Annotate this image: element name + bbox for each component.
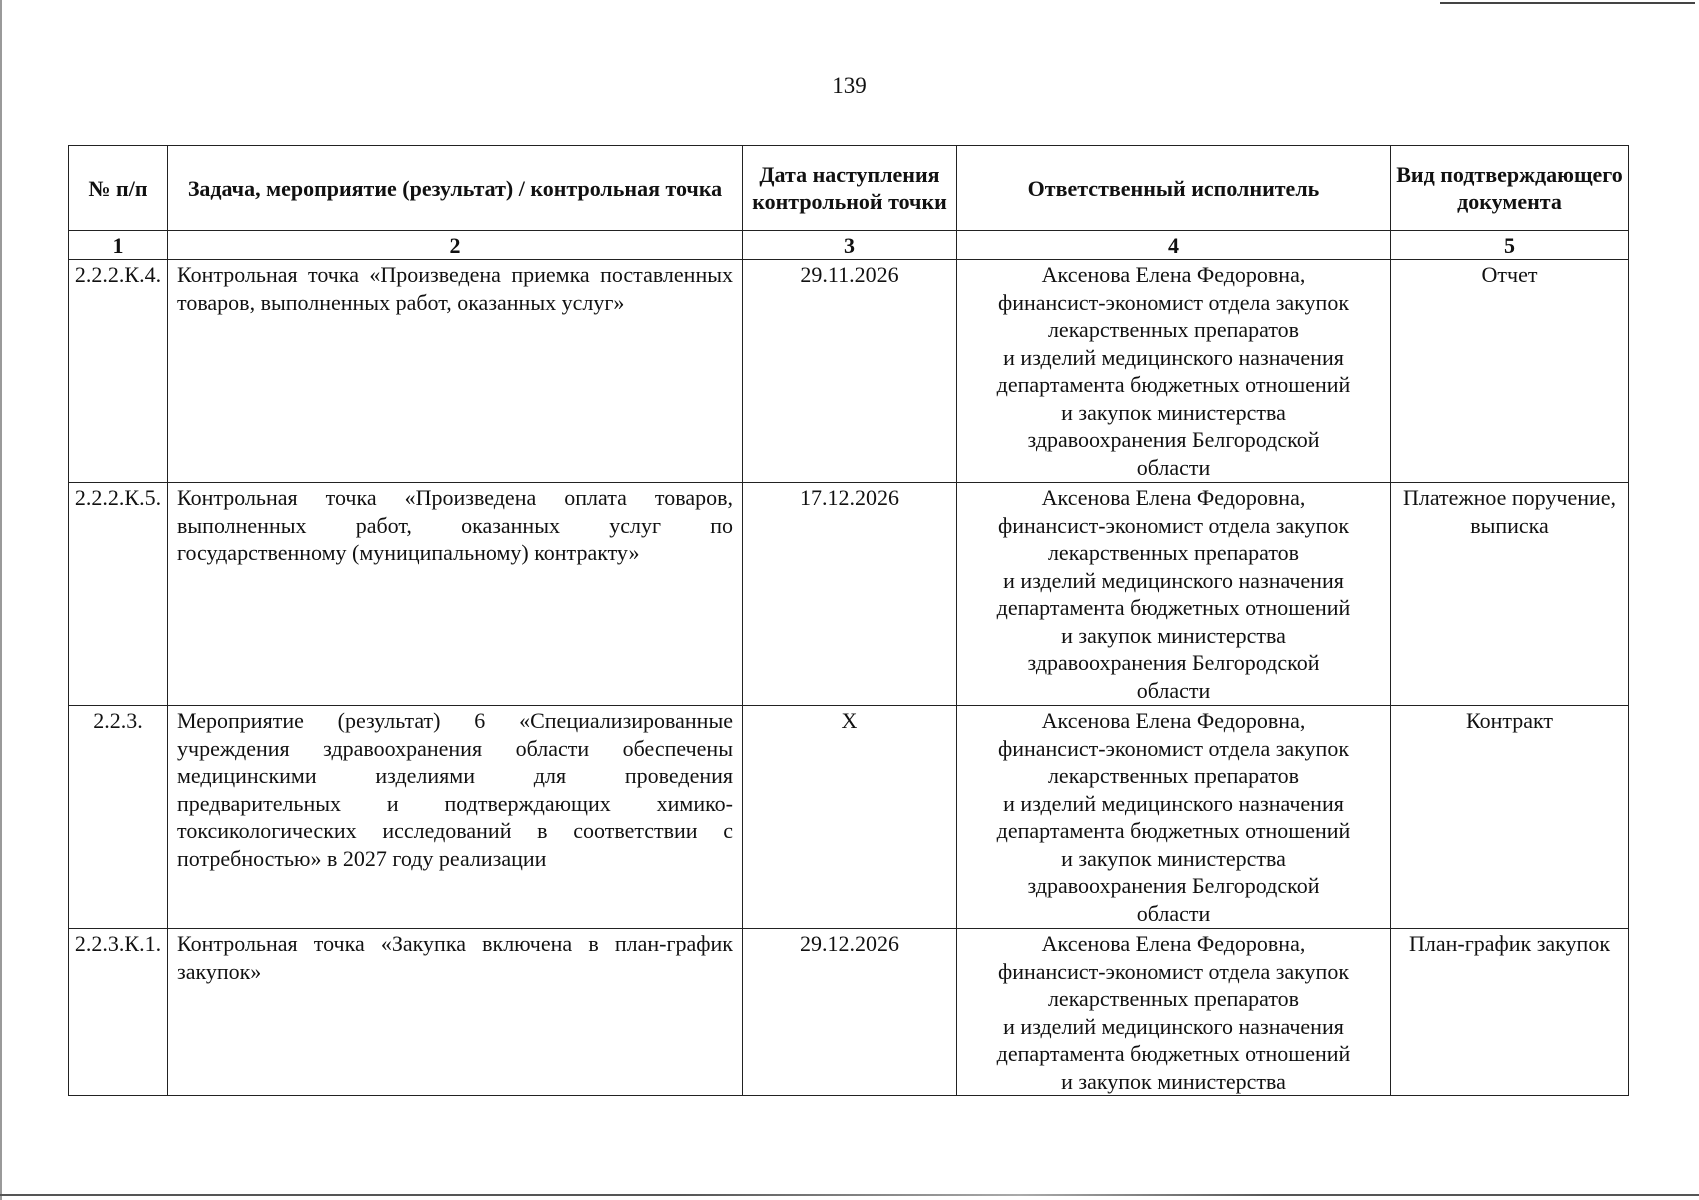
row-number: 2.2.3. — [69, 706, 168, 929]
column-number: 2 — [168, 231, 743, 260]
column-number: 5 — [1391, 231, 1629, 260]
responsible-line: Аксенова Елена Федоровна, — [1041, 931, 1306, 956]
responsible-line: Аксенова Елена Федоровна, — [1041, 485, 1306, 510]
row-document: Отчет — [1391, 260, 1629, 483]
scan-edge-top — [1440, 2, 1695, 4]
row-document: Платежное поручение, выписка — [1391, 483, 1629, 706]
row-task: Контрольная точка «Произведена приемка поставленных товаров, выполненных работ, оказанных услуг» — [168, 260, 743, 483]
row-date: 17.12.2026 — [743, 483, 957, 706]
responsible-line: и закупок министерства — [1061, 845, 1286, 871]
row-date: Х — [743, 706, 957, 929]
row-number: 2.2.2.К.4. — [69, 260, 168, 483]
responsible-line: департамента бюджетных отношений — [996, 595, 1351, 620]
header-responsible: Ответственный исполнитель — [957, 146, 1391, 231]
responsible-line: финансист-экономист отдела закупок — [997, 289, 1350, 315]
row-task: Мероприятие (результат) 6 «Специализированные учреждения здравоохранения области обеспечены медицинскими изделиями для проведения предварительных и подтверждающих химико-токсикологических исследований в соответствии с потребностью» в 2027 году реализации — [168, 706, 743, 929]
responsible-line: департамента бюджетных отношений — [996, 818, 1351, 843]
responsible-line: лекарственных препаратов — [1047, 986, 1300, 1011]
responsible-line: области — [1136, 454, 1211, 480]
row-date: 29.11.2026 — [743, 260, 957, 483]
responsible-line: финансист-экономист отдела закупок — [997, 958, 1350, 984]
column-number: 1 — [69, 231, 168, 260]
table-row — [69, 483, 1629, 706]
responsible-line: и закупок министерства — [1061, 1068, 1286, 1094]
header-task: Задача, мероприятие (результат) / контрольная точка — [168, 146, 743, 231]
responsible-line: лекарственных препаратов — [1047, 317, 1300, 342]
row-number: 2.2.2.К.5. — [69, 483, 168, 706]
responsible-line: и изделий медицинского назначения — [1003, 344, 1344, 370]
row-responsible — [957, 929, 1391, 1096]
responsible-line: финансист-экономист отдела закупок — [997, 512, 1350, 538]
control-points-table — [68, 145, 1629, 1096]
row-number: 2.2.3.К.1. — [69, 929, 168, 1096]
row-task: Контрольная точка «Произведена оплата товаров, выполненных работ, оказанных услуг по государственному (муниципальному) контракту» — [168, 483, 743, 706]
responsible-line: департамента бюджетных отношений — [996, 372, 1351, 397]
responsible-line: лекарственных препаратов — [1047, 763, 1300, 788]
table-row — [69, 260, 1629, 483]
header-date: Дата наступления контрольной точки — [743, 146, 957, 231]
header-document: Вид подтверждающего документа — [1391, 146, 1629, 231]
table-header-row — [69, 146, 1629, 231]
responsible-line: здравоохранения Белгородской — [1027, 873, 1320, 898]
scan-edge-left — [0, 0, 2, 1200]
page-number: 139 — [832, 73, 867, 98]
row-responsible — [957, 483, 1391, 706]
header-num: № п/п — [69, 146, 168, 231]
table-row — [69, 929, 1629, 1096]
responsible-line: департамента бюджетных отношений — [996, 1041, 1351, 1066]
responsible-line: и изделий медицинского назначения — [1003, 567, 1344, 593]
row-document: План-график закупок — [1391, 929, 1629, 1096]
column-number: 4 — [957, 231, 1391, 260]
responsible-line: Аксенова Елена Федоровна, — [1041, 262, 1306, 287]
column-number: 3 — [743, 231, 957, 260]
responsible-line: финансист-экономист отдела закупок — [997, 735, 1350, 761]
responsible-line: и закупок министерства — [1061, 399, 1286, 425]
responsible-line: здравоохранения Белгородской — [1027, 650, 1320, 675]
responsible-line: и изделий медицинского назначения — [1003, 1013, 1344, 1039]
responsible-line: области — [1136, 677, 1211, 703]
row-task: Контрольная точка «Закупка включена в план-график закупок» — [168, 929, 743, 1096]
responsible-line: области — [1136, 900, 1211, 926]
row-responsible — [957, 260, 1391, 483]
column-number-row — [69, 231, 1629, 260]
responsible-line: здравоохранения Белгородской — [1027, 427, 1320, 452]
row-responsible — [957, 706, 1391, 929]
responsible-line: и изделий медицинского назначения — [1003, 790, 1344, 816]
responsible-line: и закупок министерства — [1061, 622, 1286, 648]
row-document: Контракт — [1391, 706, 1629, 929]
responsible-line: лекарственных препаратов — [1047, 540, 1300, 565]
row-date: 29.12.2026 — [743, 929, 957, 1096]
table-row — [69, 706, 1629, 929]
responsible-line: Аксенова Елена Федоровна, — [1041, 708, 1306, 733]
scan-edge-bottom — [0, 1194, 1699, 1196]
